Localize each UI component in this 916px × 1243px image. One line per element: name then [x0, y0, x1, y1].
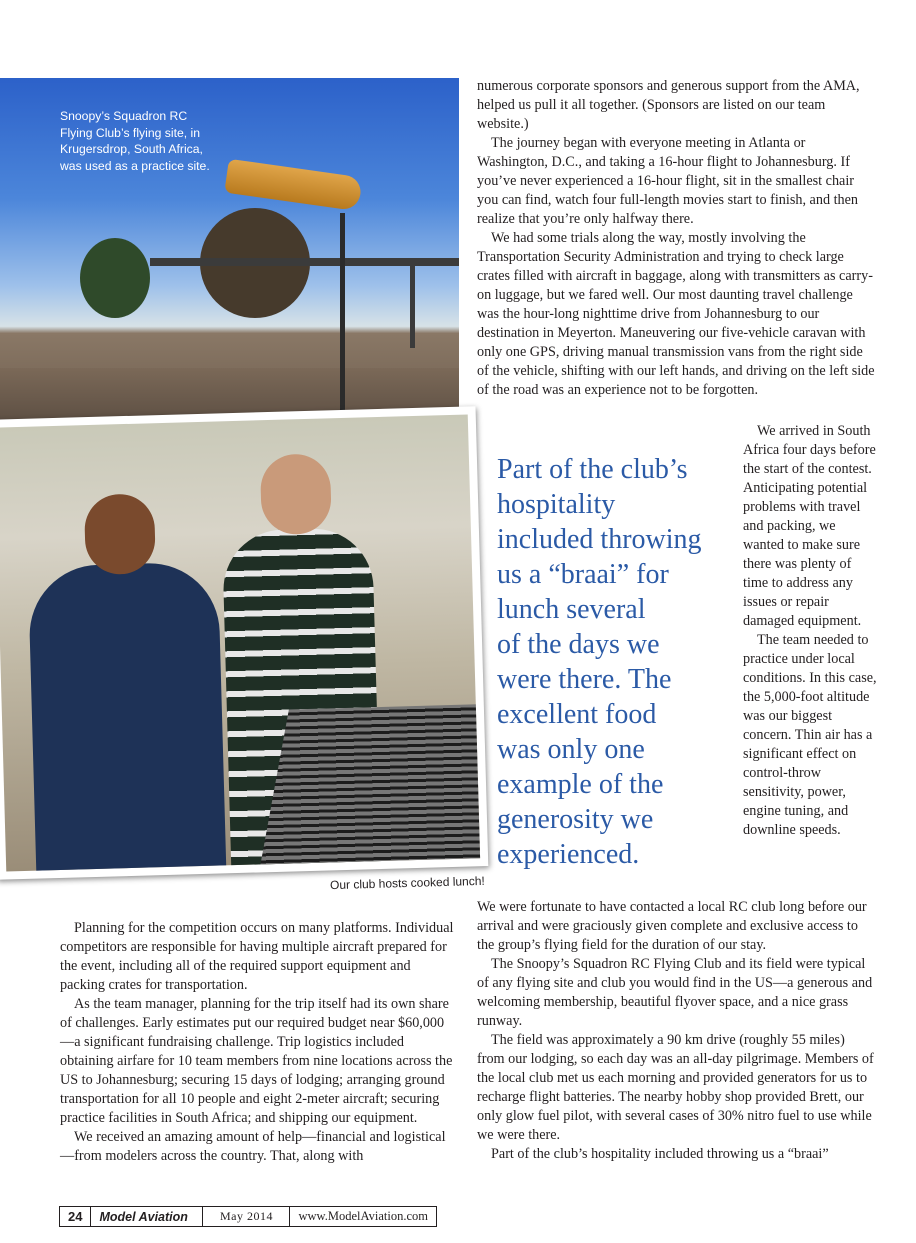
- pull-quote-line: lunch several: [497, 594, 646, 625]
- braai-photo-image: [0, 414, 480, 871]
- pull-quote-line: included throwing: [497, 524, 702, 555]
- paragraph: We had some trials along the way, mostly involving the Transportation Security Administration and trying to check large crates filled with aircraft in baggage, along with transmitters as carry-on luggage, but we fared well. Our most daunting travel challenge was the hour-long nighttime drive from Johannesburg to our destination in Meyerton. Maneuvering our five-vehicle caravan with only one GPS, driving manual transmission vans from the right side of the vehicle, shifting with our left hands, and driving on the left side of the road was an experience not to be forgotten.: [477, 230, 875, 398]
- pull-quote-line: of the days we: [497, 629, 660, 660]
- photo-caption-top: Snoopy’s Squadron RC Flying Club’s flying site, in Krugersdrop, South Africa, was used as a practice site.: [60, 109, 210, 173]
- pull-quote-line: experienced.: [497, 839, 640, 870]
- paragraph: We arrived in South Africa four days before the start of the contest. Anticipating potential problems with travel and packing, we wanted to make sure there was plenty of time to address any issues or repair damaged equipment.: [743, 423, 876, 629]
- photo-caption-bottom: Our club hosts cooked lunch!: [329, 873, 485, 893]
- pull-quote-line: excellent food: [497, 699, 657, 730]
- page-footer: [59, 1206, 437, 1227]
- pull-quote-line: Part of the club’s: [497, 454, 688, 485]
- pull-quote-line: hospitality: [497, 489, 616, 520]
- windsock-pole: [340, 213, 345, 423]
- braai-photo: [0, 406, 488, 880]
- pull-quote-line: example of the: [497, 769, 664, 800]
- paragraph: As the team manager, planning for the trip itself had its own share of challenges. Early estimates put our required budget near $60,000—a significant fundraising challenge. Trip logistics included obtaining airfare for 10 team members from nine locations across the US to Johannesburg; securing 15 days of lodging; arranging ground transportation for all 10 people and eight 2-meter aircraft; securing practice facilities in South Africa; and shipping our equipment.: [60, 996, 453, 1126]
- paragraph: numerous corporate sponsors and generous support from the AMA, helped us pull it all together. (Sponsors are listed on our team website.): [477, 78, 860, 132]
- paragraph: Part of the club’s hospitality included throwing us a “braai”: [491, 1146, 829, 1162]
- windsock: [224, 159, 362, 211]
- pull-quote: [497, 452, 732, 872]
- paragraph: The journey began with everyone meeting in Atlanta or Washington, D.C., and taking a 16-hour flight to Johannesburg. If you’ve never experienced a 16-hour flight, sit in the smallest chair you can find, watch four full-length movies start to finish, and then realize that you’re only halfway there.: [477, 135, 859, 227]
- magazine-name: Model Aviation: [91, 1207, 203, 1226]
- paragraph: Planning for the competition occurs on many platforms. Individual competitors are responsible for having multiple aircraft prepared for the event, including all of the required support equipment and packing crates for transportation.: [60, 920, 454, 993]
- paragraph: The Snoopy’s Squadron RC Flying Club and its field were typical of any flying site and club you would find in the US—a generous and welcoming membership, beautiful flyover space, and a nice grass runway.: [477, 956, 873, 1029]
- paragraph: We were fortunate to have contacted a local RC club long before our arrival and were graciously given complete and exclusive access to the group’s flying field for the duration of our stay.: [477, 899, 867, 953]
- website-link[interactable]: www.ModelAviation.com: [298, 1209, 428, 1223]
- paragraph: The field was approximately a 90 km drive (roughly 55 miles) from our lodging, so each day was an all-day pilgrimage. Members of the local club met us each morning and provided generators for us to recharge flight batteries. The nearby hobby shop provided Brett, our only glow fuel pilot, with several cases of 30% nitro fuel to use while we were there.: [477, 1032, 874, 1143]
- issue-date: May 2014: [203, 1207, 290, 1226]
- body-text-narrow-column: [743, 422, 878, 840]
- pull-quote-line: us a “braai” for: [497, 559, 669, 590]
- paragraph: The team needed to practice under local conditions. In this case, the 5,000-foot altitude was our biggest concern. Thin air has a significant effect on control-throw sensitivity, power, engine tuning, and downline speeds.: [743, 632, 877, 838]
- body-text-left-bottom: [60, 919, 454, 1166]
- tree: [80, 238, 150, 318]
- man-left: [28, 561, 227, 871]
- shelter-post: [410, 263, 415, 348]
- page-number: 24: [60, 1207, 91, 1226]
- paragraph: We received an amazing amount of help—financial and logistical—from modelers across the country. That, along with: [60, 1129, 446, 1164]
- grill: [259, 703, 480, 870]
- body-text-right-top: [477, 77, 875, 400]
- pull-quote-line: was only one: [497, 734, 645, 765]
- body-text-right-bottom: [477, 898, 875, 1164]
- pull-quote-line: were there. The: [497, 664, 672, 695]
- pull-quote-line: generosity we: [497, 804, 654, 835]
